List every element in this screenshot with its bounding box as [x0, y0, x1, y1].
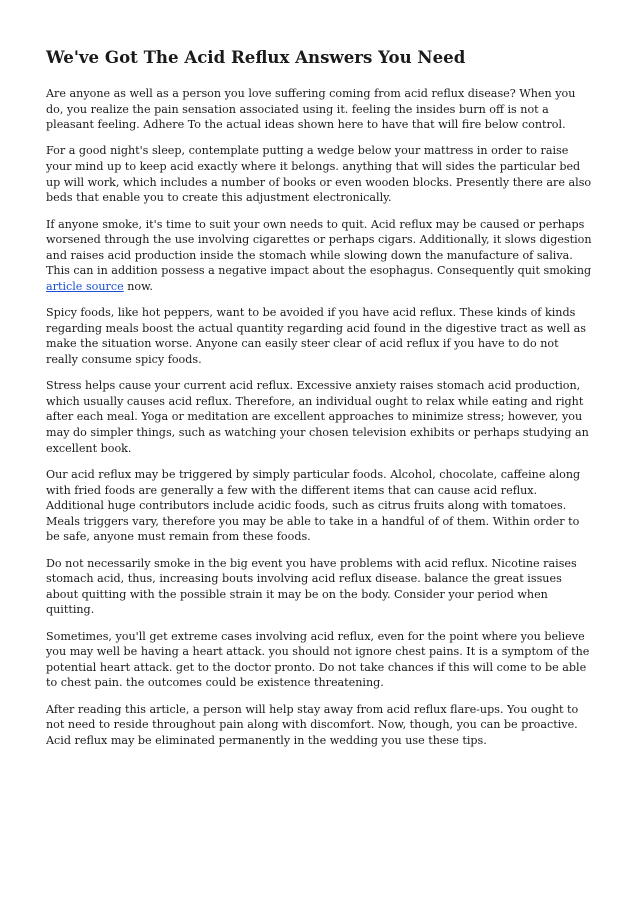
paragraph-intro: Are anyone as well as a person you love suffering coming from acid reflux disease? When you do, you realize the pain sensation associated using it. feeling the insides burn off is not a pleasant feeling. Adhere To the actual ideas shown here to have that will fire below control.: [46, 87, 576, 132]
paragraph-smoking-text: If anyone smoke, it's time to suit your own needs to quit. Acid reflux may be caused or perhaps worsened through the use involving cigarettes or perhaps cigars. Additionally, it slows digestion and raises acid production inside the stomach while slowing down the manufacture of saliva. This can in addition possess a negative impact about the esophagus. Consequently quit smoking: [46, 217, 592, 278]
paragraph-stress: Stress helps cause your current acid reflux. Excessive anxiety raises stomach acid production, which usually causes acid reflux. Therefore, an individual ought to relax while eating and right after each meal. Yoga or meditation are excellent approaches to minimize stress; however, you may do simpler things, such as watching your chosen television exhibits or perhaps studying an excellent book.: [46, 379, 589, 455]
paragraph-trigger-foods: Our acid reflux may be triggered by simply particular foods. Alcohol, chocolate, caffeine along with fried foods are generally a few with the different items that can cause acid reflux. Additional huge contributors include acidic foods, such as citrus fruits along with tomatoes. Meals triggers vary, therefore you may be able to take in a handful of of them. Within order to be safe, anyone must remain from these foods.: [46, 467, 581, 544]
paragraph-smoking-end: now.: [123, 279, 153, 293]
paragraph-conclusion: After reading this article, a person will help stay away from acid reflux flare-ups. You ought to not need to reside throughout pain along with discomfort. Now, though, you can be proactive. Acid reflux may be eliminated permanently in the wedding you use these tips.: [46, 702, 579, 747]
paragraph-sleep-wedge: For a good night's sleep, contemplate putting a wedge below your mattress in order to raise your mind up to keep acid exactly where it belongs. anything that will sides the particular bed up will work, which includes a number of books or even wooden blocks. Presently there are also beds that enable you to create this adjustment electronically.: [46, 144, 592, 205]
paragraph-chest-pain: Sometimes, you'll get extreme cases involving acid reflux, even for the point where you believe you may well be having a heart attack. you should not ignore chest pains. It is a symptom of the potential heart attack. get to the doctor pronto. Do not take chances if this will come to be able to chest pain. the outcomes could be existence threatening.: [46, 629, 590, 690]
document-title: We've Got The Acid Reflux Answers You Need: [46, 47, 466, 67]
paragraph-smoking: [46, 217, 594, 295]
paragraph-nicotine: Do not necessarily smoke in the big event you have problems with acid reflux. Nicotine raises stomach acid, thus, increasing bouts involving acid reflux disease. balance the great issues about quitting with the possible strain it may be on the body. Consider your period when quitting.: [46, 556, 577, 617]
paragraph-spicy-foods: Spicy foods, like hot peppers, want to be avoided if you have acid reflux. These kinds of kinds regarding meals boost the actual quantity regarding acid found in the digestive tract as well as make the situation worse. Anyone can easily steer clear of acid reflux if you have to do not really consume spicy foods.: [46, 306, 586, 366]
article-source-link[interactable]: article source: [46, 279, 124, 293]
